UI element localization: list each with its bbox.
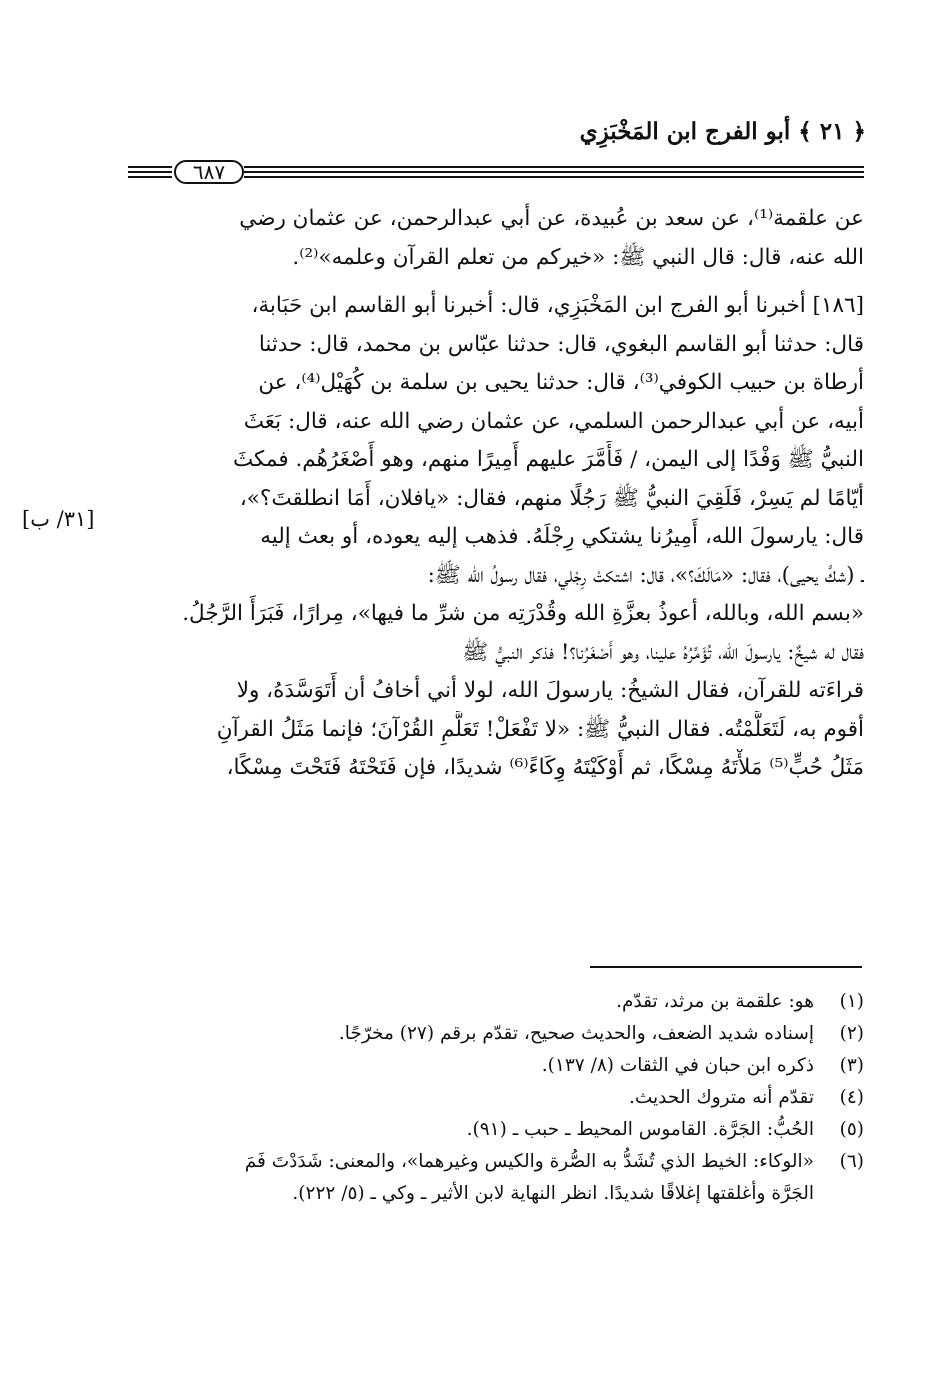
text-line: أقوم به، لَتَعَلَّمْتُه. فقال النبيُّ ﷺ: «لا تَفْعَلْ! تَعَلَّمِ القُرْآنَ؛ فإنما مَثَلُ القرآنِ bbox=[216, 716, 864, 742]
text-line: أبيه، عن أبي عبدالرحمن السلمي، عن عثمان رضي الله عنه، قال: بَعَثَ bbox=[243, 408, 864, 434]
footnote-number: (٦) bbox=[839, 1151, 864, 1172]
main-text bbox=[138, 200, 864, 788]
text-line: ـ (شكَّ يحيى)، فقال: «مَالَكَ؟»، قال: اشتكتْ رِجْلي، فقال رسولُ الله ﷺ: bbox=[427, 562, 864, 588]
footnote-text: الجَرَّة وأغلقتها إغلاقًا شديدًا. انظر النهاية لابن الأثير ـ وكي ـ (٥/ ٢٢٢). bbox=[292, 1183, 814, 1204]
footnote-3 bbox=[138, 1050, 864, 1082]
header-rule-left bbox=[128, 166, 172, 178]
text-line: قال: يارسولَ الله، أَمِيرُنا يشتكي رِجْلَهُ. فذهب إليه يعوده، أو بعث إليه bbox=[260, 524, 864, 549]
footnote-text: إسناده شديد الضعف، والحديث صحيح، تقدّم برقم (٢٧) مخرّجًا. bbox=[338, 1023, 814, 1044]
footnote-number: (٥) bbox=[839, 1119, 864, 1140]
footnote-separator bbox=[590, 966, 862, 968]
text-line: مَثَلُ حُبٍّ⁽⁵⁾ مَلأْتَهُ مِسْكًا، ثم أَوْكَيْتَهُ وِكَاءً⁽⁶⁾ شديدًا، فإن فَتَحْتَهُ فَتَحْتَ مِسْكًا، bbox=[226, 755, 864, 780]
footnote-6 bbox=[138, 1146, 864, 1210]
footnote-number: (١) bbox=[839, 991, 864, 1012]
page-number: ٦٨٧ bbox=[174, 160, 244, 184]
footnote-number: (٣) bbox=[839, 1055, 864, 1076]
paragraph-1 bbox=[138, 200, 864, 277]
text-line: قراءَته للقرآن، فقال الشيخُ: يارسولَ الله، لولا أني أخافُ أن أَتَوَسَّدَهُ، ولا bbox=[236, 678, 864, 703]
text-line: عن علقمة⁽¹⁾، عن سعد بن عُبيدة، عن أبي عبدالرحمن، عن عثمان رضي bbox=[239, 206, 864, 231]
footnotes bbox=[138, 986, 864, 1210]
footnote-1 bbox=[138, 986, 864, 1018]
footnote-text: تقدّم أنه متروك الحديث. bbox=[628, 1087, 814, 1108]
header-rule-right bbox=[244, 166, 864, 178]
text-line: «بسم الله، وبالله، أعوذُ بعزَّةِ الله وقُدْرَتِه من شرِّ ما فيها»، مِرارًا، فَبَرَأَ الرَّجُلُ. bbox=[182, 601, 864, 626]
footnote-text: هو: علقمة بن مرثد، تقدّم. bbox=[616, 991, 814, 1012]
text-line: النبيُّ ﷺ وَفْدًا إلى اليمن، / فَأَمَّرَ عليهم أَمِيرًا منهم، وهو أَصْغَرُهُم. فمكثَ bbox=[232, 447, 864, 472]
text-line: [١٨٦] أخبرنا أبو الفرج ابن المَخْبَزِي، قال: أخبرنا أبو القاسم ابن حَبَابة، bbox=[251, 293, 864, 318]
footnote-number: (٢) bbox=[839, 1023, 864, 1044]
footnote-text: «الوكاء: الخيط الذي تُشَدُّ به الصُّرة والكيس وغيرهما»، والمعنى: شَدَدْتَ فَمَ bbox=[244, 1151, 814, 1172]
text-line: أرطاة بن حبيب الكوفي⁽³⁾، قال: حدثنا يحيى بن سلمة بن كُهَيْل⁽⁴⁾، عن bbox=[258, 370, 864, 395]
footnote-2 bbox=[138, 1018, 864, 1050]
paragraph-2 bbox=[138, 287, 864, 788]
text-line: الله عنه، قال: قال النبي ﷺ: «خيركم من تعلم القرآن وعلمه»⁽²⁾. bbox=[292, 244, 864, 270]
footnote-text: الحُبُّ: الجَرَّة. القاموس المحيط ـ حبب ـ (٩١). bbox=[466, 1119, 814, 1140]
margin-folio-note: [٣١/ ب] bbox=[22, 507, 95, 531]
text-line: قال: حدثنا أبو القاسم البغوي، قال: حدثنا عبّاس بن محمد، قال: حدثنا bbox=[258, 331, 864, 357]
running-title: ﴿ ٢١ ﴾ أبو الفرج ابن المَخْبَزِي bbox=[579, 118, 866, 145]
footnote-number: (٤) bbox=[839, 1087, 864, 1108]
footnote-4 bbox=[138, 1082, 864, 1114]
text-line: فقال له شيخٌ: يارسولَ الله، تُؤَمِّرُهُ علينا، وهو أَصْغَرُنا؟! فذكر النبيُّ ﷺ bbox=[462, 639, 864, 665]
footnote-5 bbox=[138, 1114, 864, 1146]
text-line: أيّامًا لم يَسِرْ، فَلَقِيَ النبيُّ ﷺ رَجُلًا منهم، فقال: «يافلان، أَمَا انطلقتَ؟»، bbox=[239, 485, 864, 511]
header-rule bbox=[128, 160, 864, 186]
footnote-text: ذكره ابن حبان في الثقات (٨/ ١٣٧). bbox=[541, 1055, 814, 1076]
